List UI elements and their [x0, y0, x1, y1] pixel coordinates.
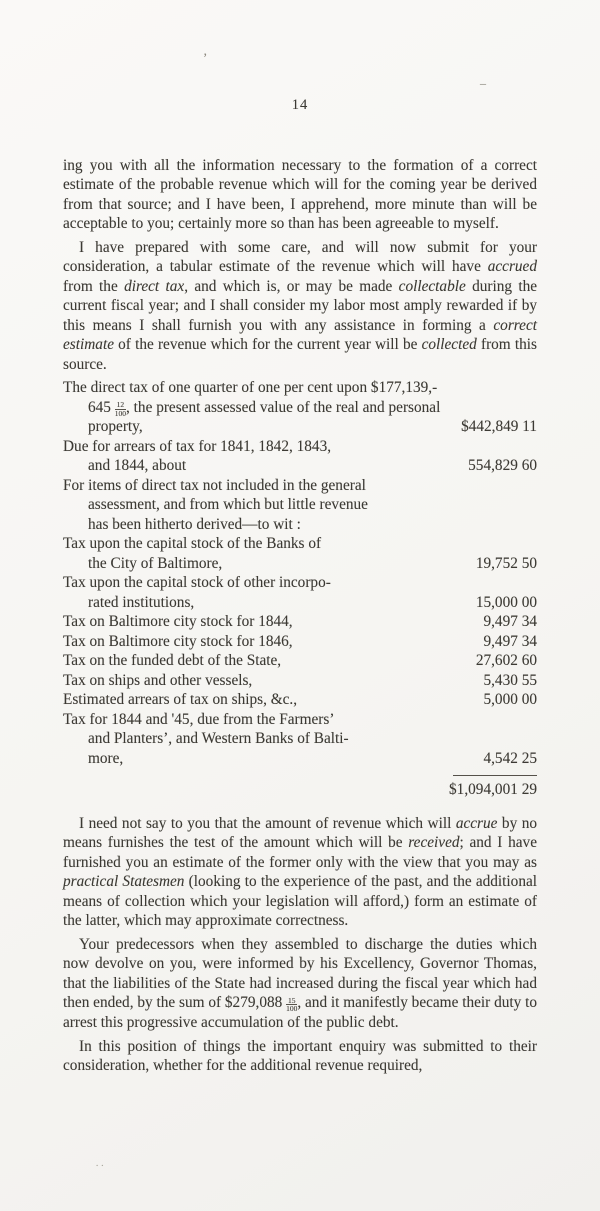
table-row — [63, 632, 537, 652]
table-row-amount: 27,602 60 — [475, 652, 537, 670]
fraction: $\frac{12}{100}$ — [114, 399, 127, 418]
table-row-text — [63, 671, 537, 691]
text-segment: Your predecessors when they assembled to discharge the duties which now devolve on you, were informed by his Excellency, Governor Thomas, that the liabilities of the State had increased during the fiscal year which had then ended, by the sum of $279,088 — [63, 935, 537, 1012]
text-segment: during the current fiscal year; and I shall consider my labor most amply rewarded if by this means I shall furnish you with any assistance in forming a — [63, 277, 538, 334]
table-row-amount: 15,000 00 — [475, 593, 537, 611]
text-segment: Estimated arrears of tax on ships, &c., — [63, 691, 298, 709]
table-row-text — [63, 476, 537, 535]
text-segment: , and which is, or may be made — [184, 277, 399, 295]
table-row-text — [63, 690, 537, 710]
text-segment: has been hitherto derived—to wit : — [88, 515, 301, 533]
table-row — [63, 378, 537, 437]
text-segment: (looking to the experience of the past, and the additional means of collection which your legislation will afford,) form an estimate of the latter, which may approximate correctness. — [63, 873, 538, 930]
text-segment: Tax upon the capital stock of other incorpo- — [63, 574, 331, 592]
table-row-amount: 9,497 34 — [483, 632, 537, 650]
text-segment: ing you with all the information necessary to the formation of a correct estimate of the probable revenue which will for the coming year be derived from that source; and I have been, I apprehend, more minute than will be acceptable to you; certainly more so than has been agreeable to myself. — [63, 156, 537, 232]
table-row — [63, 612, 537, 632]
text-segment: assessment, and from which but little revenue — [88, 496, 368, 514]
text-segment: The direct tax of one quarter of one per cent upon $177,139,- — [63, 379, 438, 396]
text-segment: rated institutions, — [88, 593, 195, 611]
text-segment: from this source. — [63, 336, 537, 373]
italic-text: accrue — [455, 814, 498, 832]
revenue-table — [63, 378, 537, 800]
text-segment: In this position of things the important enquiry was submitted to their consideration, whether for the additional revenue required, — [63, 1037, 537, 1075]
scan-mark-top: ’ — [203, 50, 208, 65]
table-row-text — [63, 437, 537, 476]
text-segment: Tax for 1844 and '45, due from the Farmers’ — [63, 710, 335, 728]
table-row — [63, 573, 537, 612]
fraction: $\frac{15}{100}$ — [286, 995, 298, 1014]
table-row-amount: $442,849 11 — [461, 418, 537, 436]
paragraph-4 — [63, 935, 537, 1033]
paragraph-2 — [63, 238, 537, 375]
text-segment: ; and I have furnished you an estimate of the former only with the view that you may as — [63, 834, 537, 871]
text-segment: and Planters’, and Western Banks of Balti- — [88, 730, 349, 748]
table-row-amount: 554,829 60 — [468, 457, 537, 475]
table-row — [63, 690, 537, 710]
text-segment: from the — [63, 277, 125, 295]
text-segment: property, — [88, 418, 143, 436]
paragraph-3 — [63, 814, 537, 931]
italic-text: collected — [421, 336, 477, 353]
table-row-text — [63, 573, 537, 612]
table-row-text — [63, 632, 537, 652]
table-row — [63, 710, 537, 769]
table-row-text — [63, 534, 537, 573]
text-segment: Tax on Baltimore city stock for 1846, — [63, 632, 293, 650]
text-segment: , and it manifestly became their duty to arrest this progressive accumulation of the public debt. — [63, 994, 537, 1032]
paragraph-5 — [63, 1037, 537, 1076]
text-segment: of the revenue which for the current year will be — [113, 336, 422, 353]
table-row-amount: 9,497 34 — [483, 613, 537, 631]
text-segment: For items of direct tax not included in the general — [63, 476, 366, 494]
table-row — [63, 437, 537, 476]
text-segment: and 1844, about — [88, 457, 187, 475]
table-row-amount: 4,542 25 — [483, 749, 537, 767]
table-row-amount: 5,000 00 — [483, 691, 537, 709]
table-row — [63, 476, 537, 535]
italic-text: correct estimate — [63, 316, 537, 353]
table-row-text — [63, 710, 537, 769]
table-row — [63, 534, 537, 573]
text-segment: by no means furnishes the test of the amount which will be — [63, 814, 537, 852]
scan-mark-bottom: .. — [96, 1158, 107, 1168]
italic-text: collectable — [398, 277, 466, 295]
italic-text: received — [408, 834, 460, 852]
text-segment: Due for arrears of tax for 1841, 1842, 1843, — [63, 437, 332, 455]
total-amount: $1,094,001 29 — [449, 781, 537, 799]
italic-text: practical Statesmen — [63, 873, 185, 891]
text-segment: 645 — [88, 398, 115, 416]
text-segment: Tax on Baltimore city stock for 1844, — [63, 613, 293, 631]
table-row — [63, 671, 537, 691]
table-row-text — [63, 612, 537, 632]
paragraph-1 — [63, 156, 537, 234]
italic-text: direct tax — [124, 277, 185, 295]
text-segment: I need not say to you that the amount of revenue which will — [79, 814, 456, 832]
text-segment: the City of Baltimore, — [88, 554, 223, 572]
text-segment: , the present assessed value of the real and personal — [126, 398, 441, 416]
text-segment: more, — [88, 749, 124, 767]
text-segment: I have prepared with some care, and will now submit for your consideration, a tabular estimate of the revenue which will have — [63, 238, 537, 275]
page-number: 14 — [291, 97, 309, 113]
table-total-block — [63, 775, 537, 800]
table-row-amount: 19,752 50 — [475, 554, 537, 572]
table-row — [63, 651, 537, 671]
text-segment: Tax upon the capital stock of the Banks of — [63, 535, 322, 553]
text-segment: Tax on the funded debt of the State, — [63, 652, 282, 670]
table-row-amount: 5,430 55 — [483, 671, 537, 689]
italic-text: accrued — [487, 258, 537, 275]
text-segment: Tax on ships and other vessels, — [63, 671, 253, 689]
table-row-text — [63, 651, 537, 671]
scan-mark-side: – — [480, 76, 486, 90]
